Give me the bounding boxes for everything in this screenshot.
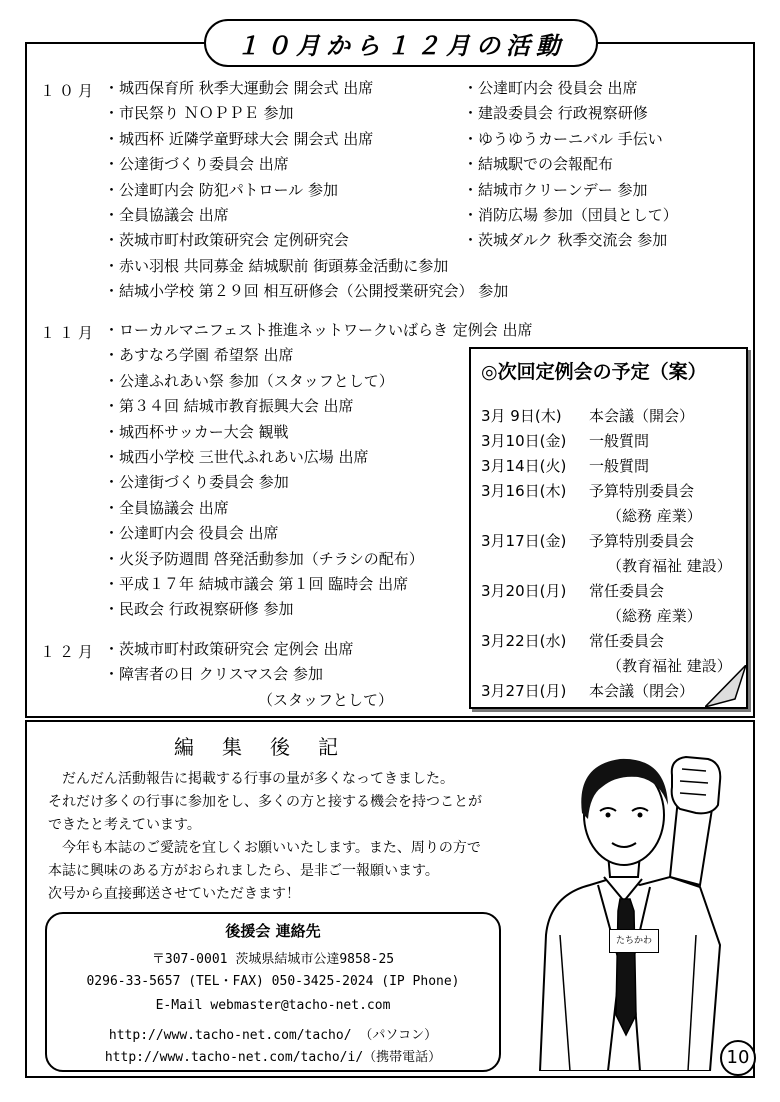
list-item: ・結城小学校 第２９回 相互研修会（公開授業研究会） 参加 [104, 282, 509, 301]
paragraph-line: 今年も本誌のご愛読を宜しくお願いいたします。また、周りの方で [48, 840, 481, 856]
schedule-date: 3月22日(水) [481, 632, 567, 650]
list-item-note: （スタッフとして） [258, 690, 394, 709]
list-item: ・茨城市町村政策研究会 定例研究会 [104, 231, 349, 250]
month-october: １０月 [40, 82, 98, 100]
list-item: ・平成１７年 結城市議会 第１回 臨時会 出席 [104, 575, 409, 594]
list-item: ・全員協議会 出席 [104, 206, 229, 225]
schedule-event: 予算特別委員会 [589, 482, 695, 500]
page-curl-icon [705, 665, 746, 707]
list-item: ・障害者の日 クリスマス会 参加 [104, 665, 323, 684]
list-item: ・火災予防週間 啓発活動参加（チラシの配布） [104, 549, 424, 568]
list-item: ・第３４回 結城市教育振興大会 出席 [104, 397, 354, 416]
month-december: １２月 [40, 643, 98, 661]
list-item: ・城西小学校 三世代ふれあい広場 出席 [104, 448, 369, 467]
list-item: ・公達街づくり委員会 参加 [104, 473, 289, 492]
schedule-sub: （教育福祉 建設） [607, 657, 732, 675]
list-item: ・市民祭り ＮＯＰＰＥ 参加 [104, 104, 294, 123]
list-item: ・赤い羽根 共同募金 結城駅前 街頭募金活動に参加 [104, 256, 449, 275]
list-item: ・茨城市町村政策研究会 定例会 出席 [104, 640, 354, 658]
schedule-event: 常任委員会 [589, 582, 665, 600]
list-item: ・消防広場 参加（団員として） [463, 206, 678, 225]
schedule-sub: （総務 産業） [607, 507, 702, 525]
schedule-event: 本会議（開会） [589, 407, 695, 425]
list-item: ・ローカルマニフェスト推進ネットワークいばらき 定例会 出席 [104, 321, 533, 339]
list-item: ・城西保育所 秋季大運動会 開会式 出席 [104, 79, 374, 97]
list-item: ・茨城ダルク 秋季交流会 参加 [463, 231, 668, 250]
schedule-date: 3月10日(金) [481, 432, 567, 450]
month-november: １１月 [40, 324, 98, 342]
contact-box [45, 912, 501, 1072]
editor-note-text [48, 768, 482, 906]
paragraph-line: 次号から直接郵送させていただきます！ [48, 886, 300, 902]
list-item: ・建設委員会 行政視察研修 [463, 104, 648, 123]
contact-address: 〒307-0001 茨城県結城市公達9858-25 [151, 952, 395, 967]
schedule-event: 一般質問 [589, 432, 650, 450]
schedule-date: 3月17日(金) [481, 532, 567, 550]
list-item: ・ゆうゆうカーニバル 手伝い [463, 129, 663, 148]
paragraph-line: それだけ多くの行事に参加をし、多くの方と接する機会を持つことが [48, 794, 482, 810]
list-item: ・民政会 行政視察研修 参加 [104, 600, 294, 619]
schedule-date: 3月 9日(木) [481, 407, 562, 425]
contact-title: 後援会 連絡先 [225, 922, 321, 940]
list-item: ・全員協議会 出席 [104, 498, 229, 517]
schedule-event: 一般質問 [589, 457, 650, 475]
schedule-title: ◎次回定例会の予定（案） [481, 361, 707, 383]
october-list-left [104, 76, 508, 305]
list-item: ・公達町内会 防犯パトロール 参加 [104, 180, 338, 199]
schedule-date: 3月20日(月) [481, 582, 567, 600]
list-item: ・公達ふれあい祭 参加（スタッフとして） [104, 371, 394, 390]
page-title: １０月から１２月の活動 [204, 19, 598, 67]
contact-url-pc[interactable]: http://www.tacho-net.com/tacho/ （パソコン） [108, 1028, 438, 1043]
contact-url-mobile[interactable]: http://www.tacho-net.com/tacho/i/（携帯電話） [104, 1050, 442, 1065]
december-list [104, 637, 393, 713]
name-badge: たちかわ [609, 929, 659, 953]
schedule-sub: （教育福祉 建設） [607, 557, 732, 575]
schedule-box [469, 347, 748, 709]
paragraph-line: できたと考えています。 [48, 817, 201, 833]
list-item: ・城西杯 近隣学童野球大会 開会式 出席 [104, 129, 374, 148]
schedule-date: 3月16日(木) [481, 482, 567, 500]
list-item: ・城西杯サッカー大会 観戦 [104, 422, 289, 441]
schedule-event: 常任委員会 [589, 632, 665, 650]
list-item: ・公達町内会 役員会 出席 [463, 79, 638, 97]
contact-email[interactable]: E-Mail webmaster@tacho-net.com [155, 998, 391, 1013]
paragraph-line: 本誌に興味のある方がおられましたら、是非ご一報願います。 [48, 863, 439, 879]
list-item: ・あすなろ学園 希望祭 出席 [104, 346, 294, 365]
schedule-sub: （総務 産業） [607, 607, 702, 625]
editor-note-heading: 編集後記 [174, 735, 366, 759]
paragraph-line: だんだん活動報告に掲載する行事の量が多くなってきました。 [48, 771, 454, 787]
list-item: ・公達街づくり委員会 出席 [104, 155, 289, 174]
list-item: ・公達町内会 役員会 出席 [104, 524, 279, 543]
contact-phone: 0296-33-5657 (TEL・FAX) 050-3425-2024 (IP Phone) [86, 974, 460, 989]
schedule-date: 3月27日(月) [481, 682, 567, 700]
man-illustration [520, 735, 750, 1071]
schedule-event: 予算特別委員会 [589, 532, 695, 550]
schedule-date: 3月14日(火) [481, 457, 567, 475]
list-item: ・結城駅での会報配布 [463, 155, 614, 174]
schedule-event: 本会議（閉会） [589, 682, 695, 700]
october-list-right [463, 76, 678, 254]
page-number: 10 [720, 1040, 756, 1076]
list-item: ・結城市クリーンデー 参加 [463, 180, 648, 199]
